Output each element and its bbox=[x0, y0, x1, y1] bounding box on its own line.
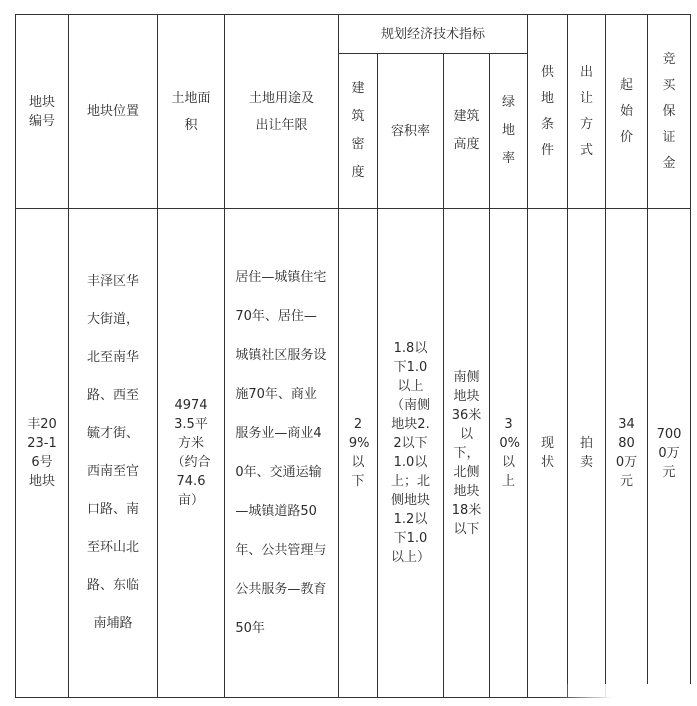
cell-green: 30%以上 bbox=[490, 209, 528, 698]
cell-height: 南侧地块36米以下，北侧地块18米以下 bbox=[444, 209, 490, 698]
header-plot-id: 地块编号 bbox=[16, 15, 69, 209]
header-height: 建筑高度 bbox=[444, 54, 490, 209]
header-price: 起始价 bbox=[606, 15, 648, 209]
header-area: 土地面积 bbox=[158, 15, 225, 209]
header-green: 绿地率 bbox=[490, 54, 528, 209]
header-row-1 bbox=[16, 15, 691, 54]
header-use: 土地用途及出让年限 bbox=[225, 15, 339, 209]
header-location: 地块位置 bbox=[69, 15, 158, 209]
cell-supply: 现状 bbox=[528, 209, 568, 698]
cell-far: 1.8以下1.0以上（南侧地块2.2以下1.0以上；北侧地块1.2以下1.0以上） bbox=[378, 209, 444, 698]
table-row bbox=[16, 209, 691, 698]
cell-use: 居住—城镇住宅70年、居住—城镇社区服务设施70年、商业服务业—商业40年、交通运输—城镇道路50年、公共管理与公共服务—教育50年 bbox=[225, 209, 339, 698]
header-supply: 供地条件 bbox=[528, 15, 568, 209]
cell-price: 34800万元 bbox=[606, 209, 648, 698]
header-far: 容积率 bbox=[378, 54, 444, 209]
cell-plot-id: 丰2023-16号地块 bbox=[16, 209, 69, 698]
cell-location: 丰泽区华大街道，北至南华路、西至毓才街、西南至官口路、南至环山北路、东临南埔路 bbox=[69, 209, 158, 698]
header-density: 建筑密度 bbox=[339, 54, 378, 209]
cell-density: 29%以下 bbox=[339, 209, 378, 698]
land-transfer-table bbox=[15, 14, 691, 698]
cell-method: 拍卖 bbox=[568, 209, 606, 698]
header-method: 出让方式 bbox=[568, 15, 606, 209]
corner-fade bbox=[557, 684, 697, 706]
header-deposit: 竞买保证金 bbox=[648, 15, 691, 209]
cell-deposit: 7000万元 bbox=[648, 209, 691, 698]
header-planning-group: 规划经济技术指标 bbox=[339, 15, 528, 54]
cell-area: 49743.5平方米（约合74.6亩） bbox=[158, 209, 225, 698]
